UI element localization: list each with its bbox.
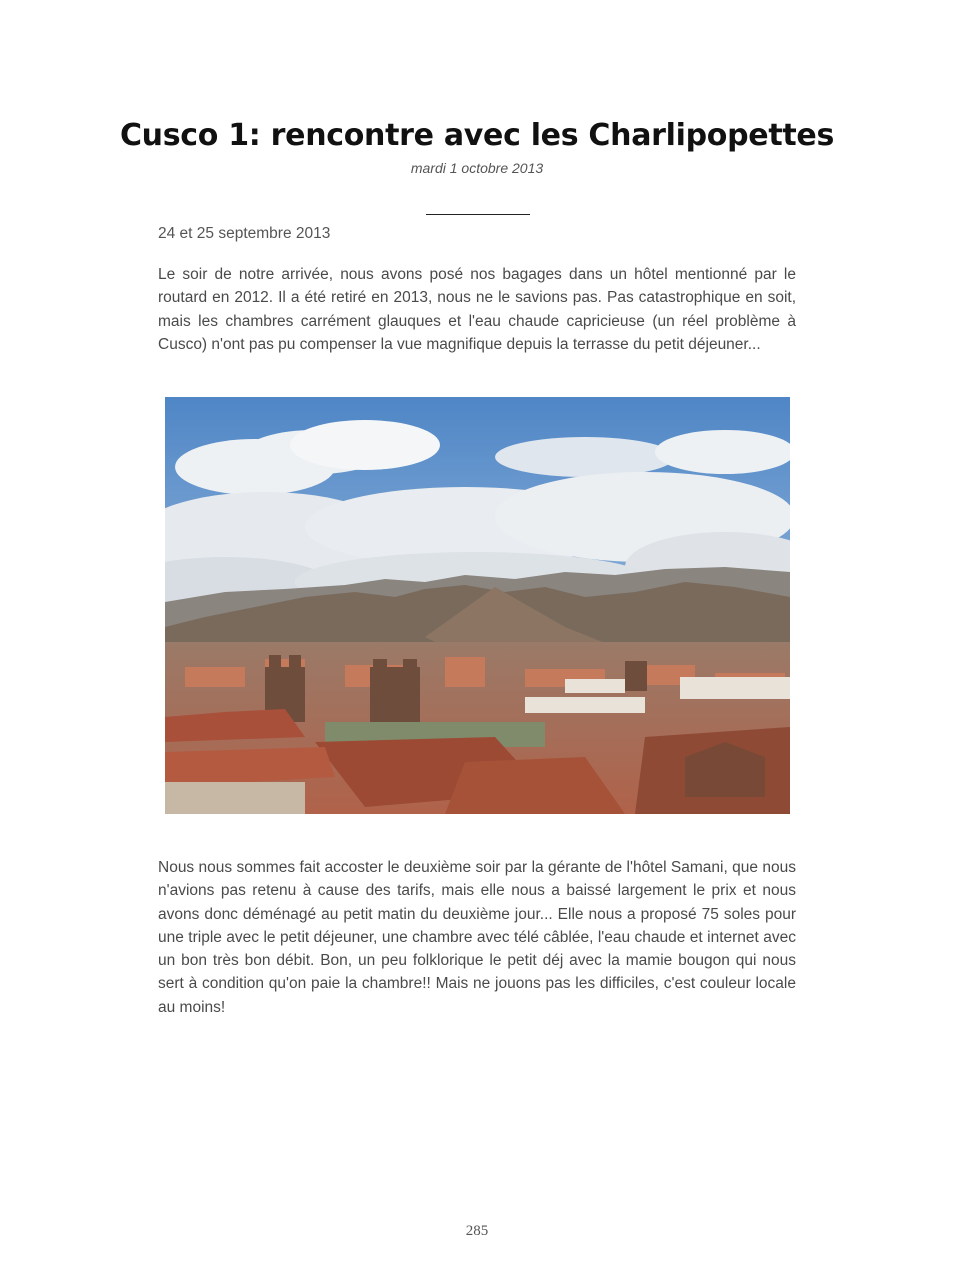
article-title: Cusco 1: rencontre avec les Charlipopettes xyxy=(119,118,835,153)
page-number: 285 xyxy=(465,1223,489,1239)
trip-date: 24 et 25 septembre 2013 xyxy=(158,225,331,242)
title-separator xyxy=(426,214,530,215)
post-date: mardi 1 octobre 2013 xyxy=(410,160,544,176)
cusco-panorama-photo xyxy=(165,397,790,814)
paragraph-2: Nous nous sommes fait accoster le deuxième soir par la gérante de l'hôtel Samani, que nous n'avions pas retenu à cause des tarifs, mais elle nous a baissé largement le prix et nous avons donc déménagé au petit matin du deuxième jour... Elle nous a proposé 75 soles pour une triple avec le petit déjeuner, une chambre avec télé câblée, l'eau chaude et internet avec un bon très bon débit. Bon, un peu folklorique le petit déj avec la mamie bougon qui nous sert à condition qu'on paie la chambre!! Mais ne jouons pas les difficiles, c'est couleur locale au moins! xyxy=(158,859,796,1016)
paragraph-1: Le soir de notre arrivée, nous avons posé nos bagages dans un hôtel mentionné par le routard en 2012. Il a été retiré en 2013, nous ne le savions pas. Pas catastrophique en soit, mais les chambres carrément glauques et l'eau chaude capricieuse (un réel problème à Cusco) n'ont pas pu compenser la vue magnifique depuis la terrasse du petit déjeuner... xyxy=(158,266,796,353)
